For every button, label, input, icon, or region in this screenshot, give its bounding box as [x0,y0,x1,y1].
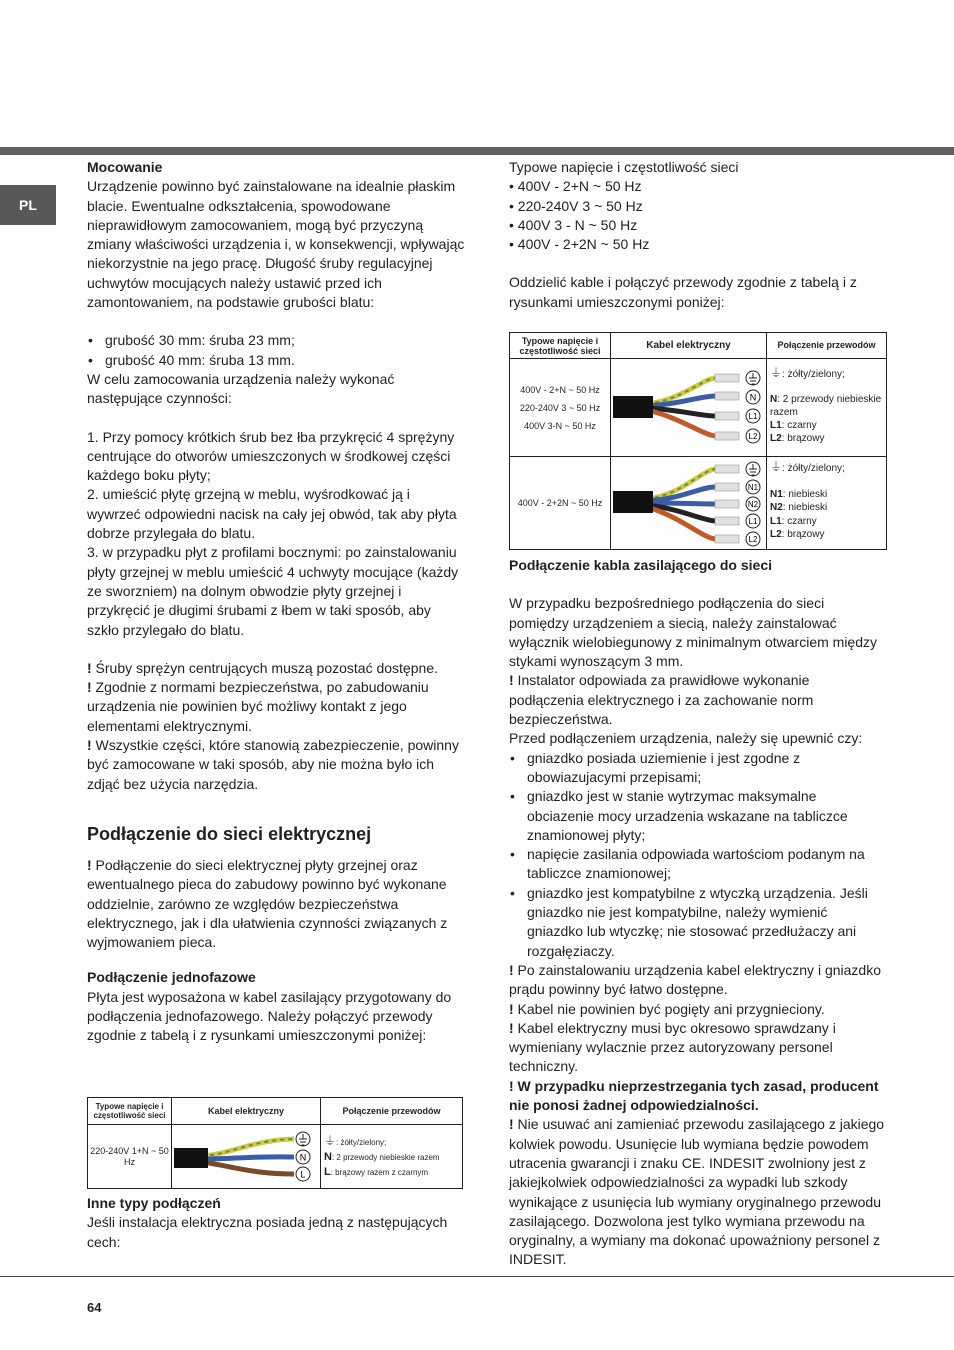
thickness-bullet: • grubość 30 mm: śruba 23 mm; [87,331,465,350]
electrical-warning: ! Podłączenie do sieci elektrycznej płyty grzejnej oraz ewentualnego pieca do zabudowy powinno być wykonane oddzielnie, zarówno ze względów bezpieczeństwa elektrycznego, jak i dla ułatwienia czynności związanych z wyjmowaniem pieca. [87,856,448,951]
terminal-label: L1 [748,517,758,526]
voltage-item: • 400V 3 - N ~ 50 Hz [509,216,638,233]
check-item: • gniazdko jest w stanie wytrzymac maksymalne obciazenie mocy urzadzenia wskazane na tabliczce znamionowej płyty; [509,787,887,845]
electrical-section-title: Podłączenie do sieci elektrycznej [87,823,372,844]
table-header: Typowe napięcie i częstotliwość sieci [510,333,611,359]
separate-paragraph: Oddzielić kable i połączyć przewody zgodnie z tabelą i z rysunkami umieszczonymi poniżej: [509,274,857,310]
other-title: Inne typy podłączeń [87,1195,221,1211]
voltage-cell: 400V - 2+2N ~ 50 Hz [510,457,611,550]
supply-paragraph-2: Przed podłączeniem urządzenia, należy się upewnić czy: [509,730,863,747]
terminal-label: N [299,1152,307,1162]
terminal-label: L2 [748,431,758,441]
voltage-cell: 220-240V 1+N ~ 50 Hz [88,1125,172,1189]
voltage-cell: 400V - 2+N ~ 50 Hz 220-240V 3 ~ 50 Hz 400V 3-N ~ 50 Hz [510,359,611,457]
earth-icon: ⏚ [770,460,783,474]
cable-diagram [611,457,767,550]
warning-note: ! Po zainstalowaniu urządzenia kabel elektryczny i gniazdko prądu powinny być łatwo dostępne. [509,961,881,998]
warning-note: ! Instalator odpowiada za prawidłowe wykonanie podłączenia elektrycznego i za zachowanie norm bezpieczeństwa. [509,672,814,728]
connection-cell: ⏚: żółty/zielony; N: 2 przewody niebieskie razem L: brązowy razem z czarnym [321,1125,463,1189]
check-item: • napięcie zasilania odpowiada wartościom podanym na tabliczce znamionowej; [509,845,887,884]
mount-title: Mocowanie [87,159,163,175]
language-tab: PL [0,185,56,225]
table-header: Kabel elektryczny [172,1098,321,1125]
check-item: • gniazdko jest kompatybilne z wtyczką urządzenia. Jeśli gniazdko nie jest kompatybilne, należy wymienić gniazdko lub wtyczkę; nie stosować przedłużaczy ani rozgałęziaczy. [509,884,887,961]
thickness-bullet: • grubość 40 mm: śruba 13 mm. [87,351,465,370]
left-column [87,158,465,1046]
terminal-label: N1 [747,483,759,492]
cable-illustration [611,457,766,549]
table-header: Typowe napięcie i częstotliwość sieci [88,1098,172,1125]
cable-illustration [611,360,766,456]
liability-warning: ! W przypadku nieprzestrzegania tych zasad, producent nie ponosi żadnej odpowiedzialności. [509,1077,879,1114]
terminal-label: N [749,392,757,402]
single-phase-table [87,1097,463,1189]
warning-note: ! Śruby sprężyn centrujących muszą pozostać dostępne. [87,659,438,676]
terminal-label: N2 [747,500,759,509]
right-column-top [509,158,887,312]
voltage-intro: Typowe napięcie i częstotliwość sieci [509,159,739,175]
earth-icon: ⏚ [324,1133,337,1148]
header-bar [0,147,954,155]
mount-paragraph-2: W celu zamocowania urządzenia należy wykonać następujące czynności: [87,370,395,407]
warning-note: ! Wszystkie części, które stanowią zabezpieczenie, powinny być zamocowane w taki sposób, aby nie można było ich zdjąć bez użycia narzędzia. [87,737,459,792]
connection-cell: ⏚: żółty/zielony; N1: niebieski N2: niebieski L1: czarny L2: brązowy [767,457,887,550]
mount-step: 1. Przy pomocy krótkich śrub bez łba przykręcić 4 sprężyny centrujące do otworów umieszczonych w środkowej części każdego boku płyty; [87,428,455,484]
single-phase-paragraph: Płyta jest wyposażona w kabel zasilający przygotowany do podłączenia jednofazowego. Należy połączyć przewody zgodnie z tabelą i z rysunkami umieszczonymi poniżej: [87,988,452,1044]
terminal-label: L1 [748,411,758,421]
other-connections [87,1194,465,1252]
table-header: Połączenie przewodów [321,1098,463,1125]
footer-rule [0,1276,954,1277]
mount-paragraph: Urządzenie powinno być zainstalowane na idealnie płaskim blacie. Ewentualne odkształcenia, spowodowane nieprawidłowym zamocowaniem, mogą być przyczyną zmiany właściwości urządzenia i, w konsekwencji, wpływając niekorzystnie na jego pracę. Długość śruby regulacyjnej uchwytów mocujących należy ustawić przed ich zamontowaniem, na podstawie grubości blatu: [87,178,465,311]
single-phase-title: Podłączenie jednofazowe [87,969,256,986]
other-paragraph: Jeśli instalacja elektryczna posiada jedną z następujących cech: [87,1214,448,1250]
table-header: Połączenie przewodów [767,333,887,359]
terminal-label: L2 [748,535,758,544]
page-number: 64 [87,1300,102,1315]
connection-cell: ⏚: żółty/zielony; N: 2 przewody niebieskie razem L1: czarny L2: brązowy [767,359,887,457]
right-column-bottom [509,556,887,1270]
mount-step: 3. w przypadku płyt z profilami bocznymi: po zainstalowaniu płyty grzejnej w meblu umieścić 4 uchwyty mocujące (każdy ze sworzniem) na dolnym obwodzie płyty grzejnej i przykręcić je długimi śrubami z łbem w taki sposób, aby szkło przylegało do blatu. [87,544,459,638]
supply-title: Podłączenie kabla zasilającego do sieci [509,557,773,573]
warning-note: ! Kabel nie powinien być pogięty ani przygnieciony. [509,1000,825,1017]
multi-phase-table [509,332,887,550]
warning-note: ! Kabel elektryczny musi byc okresowo sprawdzany i wymieniany wylacznie przez autoryzowany personel techniczny. [509,1019,836,1075]
check-item: • gniazdko posiada uziemienie i jest zgodne z obowiazujacymi przepisami; [509,749,887,788]
cable-diagram [172,1125,321,1189]
supply-paragraph: W przypadku bezpośredniego podłączenia do sieci pomiędzy urządzeniem a siecią, należy zainstalować wyłącznik wielobiegunowy z minimalnym otwarciem między stykami wynoszącym 3 mm. [509,595,878,670]
warning-note: ! Zgodnie z normami bezpieczeństwa, po zabudowaniu urządzenia nie powinien być możliwy kontakt z jego elementami elektrycznymi. [87,679,429,734]
voltage-item: • 400V - 2+N ~ 50 Hz [509,178,642,195]
terminal-label: L [300,1169,306,1179]
table-header: Kabel elektryczny [611,333,767,359]
warning-note: ! Nie usuwać ani zamieniać przewodu zasilającego z jakiego kolwiek powodu. Usunięcie lub wymiana będzie powodem utracenia gwarancji i znaku CE. INDESIT zwolniony jest z jakiejkolwiek odpowiedzialności za wypadki lub szkody wynikające z usunięcia lub wymiany oryginalnego przewodu zasilającego. Dozwolona jest tylko wymiana przewodu na oryginalny, a wymiany ma dokonać upoważniony personel z INDESIT. [509,1116,885,1268]
voltage-item: • 220-240V 3 ~ 50 Hz [509,197,643,214]
earth-icon: ⏚ [770,366,783,380]
cable-diagram [611,359,767,457]
cable-illustration [172,1126,320,1188]
voltage-item: • 400V - 2+2N ~ 50 Hz [509,236,650,253]
mount-step: 2. umieścić płytę grzejną w meblu, wyśrodkować ją i wywrzeć odpowiedni nacisk na cały jej obwód, tak aby płyta dobrze przylegała do blatu. [87,486,457,542]
